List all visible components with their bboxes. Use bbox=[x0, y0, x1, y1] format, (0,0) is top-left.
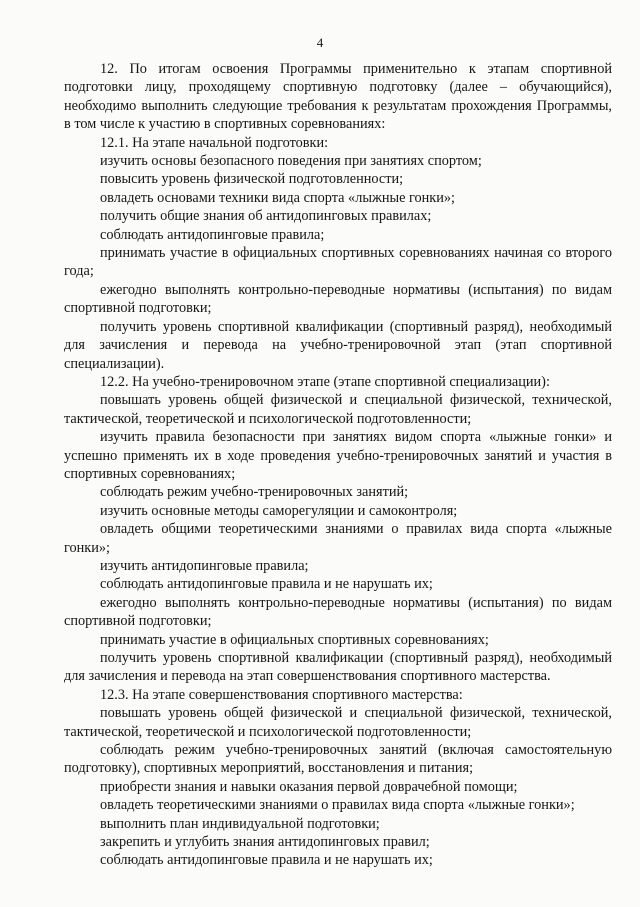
list-item: изучить антидопинговые правила; bbox=[100, 557, 309, 574]
list-item: изучить основы безопасного поведения при занятиях спортом; bbox=[100, 153, 482, 170]
document-body bbox=[64, 60, 612, 870]
list-item: закрепить и углубить знания антидопинговых правил; bbox=[100, 834, 430, 851]
page-number: 4 bbox=[316, 35, 324, 50]
section-heading-12-2: 12.2. На учебно-тренировочном этапе (этапе спортивной специализации): bbox=[100, 373, 550, 390]
section-heading-12-1: 12.1. На этапе начальной подготовки: bbox=[100, 134, 329, 151]
list-item: повышать уровень общей физической и специальной физической, технической, тактической, теоретической и психологической подготовленности; bbox=[64, 705, 612, 740]
list-item: получить уровень спортивной квалификации (спортивный разряд), необходимый для зачисления и перевода на учебно-тренировочной этап (этап спортивной специализации). bbox=[64, 318, 612, 372]
list-item: повышать уровень общей физической и специальной физической, технической, тактической, теоретической и психологической подготовленности; bbox=[64, 392, 612, 427]
list-item: ежегодно выполнять контрольно-переводные нормативы (испытания) по видам спортивной подготовки; bbox=[64, 281, 612, 317]
list-item: получить уровень спортивной квалификации (спортивный разряд), необходимый для зачисления и перевода на этап совершенствования спортивного мастерства. bbox=[64, 650, 612, 685]
section-heading-12-3: 12.3. На этапе совершенствования спортивного мастерства: bbox=[100, 686, 463, 703]
paragraph-12-intro: 12. По итогам освоения Программы применительно к этапам спортивной подготовки лицу, проходящему спортивную подготовку (далее – обучающийся), необходимо выполнить следующие требования к результатам прохождения Программы, в том числе к участию в спортивных соревнованиях: bbox=[64, 61, 612, 133]
list-item: получить общие знания об антидопинговых правилах; bbox=[100, 208, 432, 225]
list-item: овладеть основами техники вида спорта «лыжные гонки»; bbox=[100, 189, 456, 206]
list-item: овладеть общими теоретическими знаниями о правилах вида спорта «лыжные гонки»; bbox=[64, 521, 612, 556]
list-item: приобрести знания и навыки оказания первой доврачебной помощи; bbox=[100, 778, 518, 795]
list-item: соблюдать режим учебно-тренировочных занятий (включая самостоятельную подготовку), спортивных мероприятий, восстановления и питания; bbox=[64, 742, 612, 777]
list-item: принимать участие в официальных спортивных соревнованиях; bbox=[100, 631, 489, 648]
list-item: изучить основные методы саморегуляции и самоконтроля; bbox=[100, 502, 458, 519]
list-item: соблюдать режим учебно-тренировочных занятий; bbox=[100, 484, 409, 501]
list-item: ежегодно выполнять контрольно-переводные нормативы (испытания) по видам спортивной подготовки; bbox=[64, 594, 612, 630]
list-item: соблюдать антидопинговые правила и не нарушать их; bbox=[100, 852, 433, 869]
list-item: повысить уровень физической подготовленности; bbox=[100, 171, 404, 188]
list-item: овладеть теоретическими знаниями о правилах вида спорта «лыжные гонки»; bbox=[100, 797, 575, 814]
list-item: соблюдать антидопинговые правила и не нарушать их; bbox=[100, 576, 433, 593]
list-item: изучить правила безопасности при занятиях видом спорта «лыжные гонки» и успешно применять их в ходе проведения учебно-тренировочных занятий и участия в спортивных соревнованиях; bbox=[64, 429, 612, 482]
list-item: принимать участие в официальных спортивных соревнованиях начиная со второго года; bbox=[64, 245, 612, 280]
list-item: соблюдать антидопинговые правила; bbox=[100, 226, 325, 243]
list-item: выполнить план индивидуальной подготовки; bbox=[100, 815, 380, 832]
